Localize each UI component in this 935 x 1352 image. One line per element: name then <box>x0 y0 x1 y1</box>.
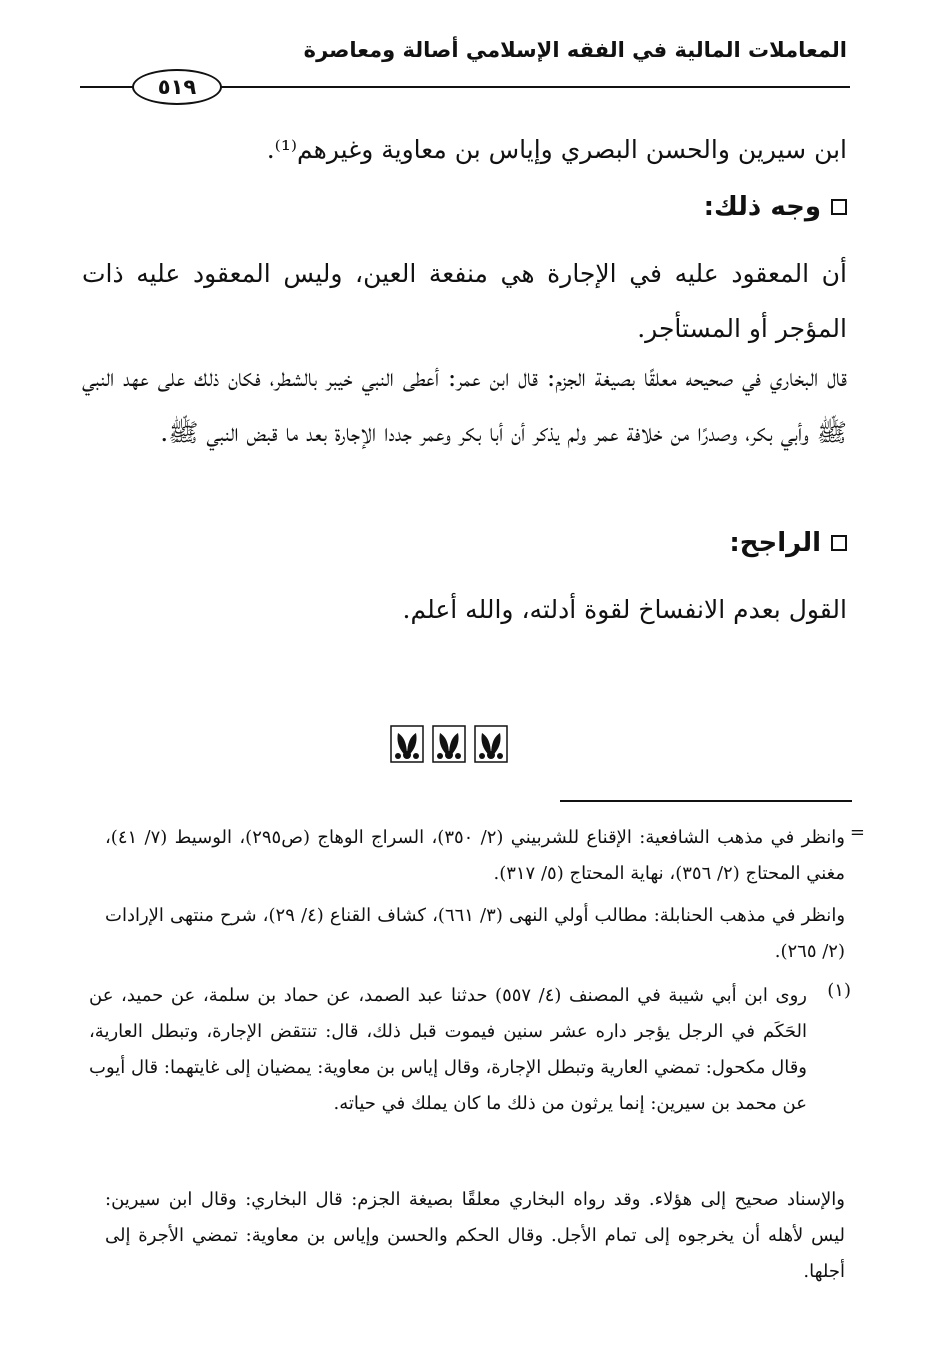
opening-line: ابن سيرين والحسن البصري وإياس بن معاوية وغيرهم⁽¹⁾. <box>266 135 847 164</box>
heading-label: الراجح: <box>729 528 821 558</box>
section-heading-reason <box>704 192 847 222</box>
running-header-title: المعاملات المالية في الفقه الإسلامي أصالة ومعاصرة <box>303 38 847 62</box>
footnote-1-paragraph-1: روى ابن أبي شيبة في المصنف (٤/ ٥٥٧) حدثنا عبد الصمد، عن حماد بن سلمة، عن حميد، عن الحَكَم في الرجل يؤجر داره عشر سنين فيموت قبل ذلك، قال: تنتقض الإجارة، وتبطل العارية، وقال مكحول: تمضي العارية وتبطل الإجارة، وقال إياس بن معاوية: يمضيان إلى غايتهما: قال أيوب عن محمد بن سيرين: إنما يرثون من ذلك ما كان يملك في حياته. <box>89 985 807 1114</box>
footnote-1-paragraph-2: والإسناد صحيح إلى هؤلاء. وقد رواه البخاري معلقًا بصيغة الجزم: قال البخاري: وقال ابن سيرين: ليس لأهله أن يخرجوه إلى تمام الأجل. وقال الحكم والحسن وإياس بن معاوية: تمضي الأجرة إلى أجلها. <box>105 1189 845 1282</box>
paragraph-reason: أن المعقود عليه في الإجارة هي منفعة العين، وليس المعقود عليه ذات المؤجر أو المستأجر. <box>82 259 847 343</box>
footnote-continuation-hanbali: وانظر في مذهب الحنابلة: مطالب أولي النهى (٣/ ٦٦١)، كشاف القناع (٤/ ٢٩)، شرح منتهى الإرادات (٢/ ٢٦٥). <box>105 905 846 962</box>
paragraph-conclusion: القول بعدم الانفساخ لقوة أدلته، والله أعلم. <box>402 595 847 624</box>
section-heading-preferred <box>729 528 847 558</box>
footnote-continuation-shafii: وانظر في مذهب الشافعية: الإقناع للشربيني (٢/ ٣٥٠)، السراج الوهاج (ص٢٩٥)، الوسيط (٧/ ٤١)، مغني المحتاج (٢/ ٣٥٦)، نهاية المحتاج (٥/ ٣١٧). <box>105 827 845 884</box>
section-end-ornament <box>390 725 508 763</box>
footnote-continuation-marker: = <box>849 822 865 843</box>
floral-ornament-icon <box>474 725 508 763</box>
paragraph-bukhari: قال البخاري في صحيحه معلقًا بصيغة الجزم: قال ابن عمر: أعطى النبي خيبر بالشطر، فكان ذلك على عهد النبي ﷺ وأبي بكر، وصدرًا من خلافة عمر ولم يذكر أن أبا بكر وعمر جددا الإجارة بعد ما قبض النبي ﷺ. <box>82 363 847 447</box>
page-number: ٥١٩ <box>132 69 222 105</box>
floral-ornament-icon <box>390 725 424 763</box>
footnote-1-marker: (١) <box>827 980 851 1001</box>
floral-ornament-icon <box>432 725 466 763</box>
heading-label: وجه ذلك: <box>703 192 821 222</box>
footnote-separator <box>560 800 852 802</box>
checkbox-square-icon <box>831 199 847 215</box>
checkbox-square-icon <box>831 535 847 551</box>
